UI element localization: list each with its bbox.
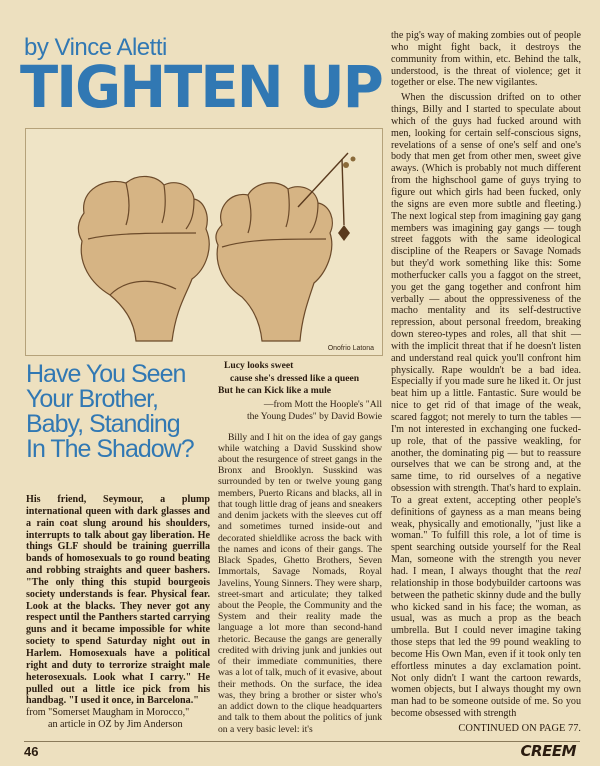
page-number: 46: [24, 744, 39, 759]
fists-illustration: [25, 128, 383, 356]
illustration-credit: Onofrio Latona: [327, 345, 374, 352]
headline-line: Your Brother,: [26, 385, 159, 413]
body-paragraph: Billy and I hit on the idea of gay gangs while watching a David Susskind show about the resurgence of street gangs in the Bronx and Brooklyn. Susskind was surrounded by ten or twelve young gang members, Puerto Ricans and blacks, all in that tough little drag of jeans and sneakers and denim jackets with the sleeves cut off and sometimes turned inside-out and decorated shieldlike across the back with the names and icons of their gangs. The Black Spades, Ghetto Brothers, Seven Immortals, Savage Nomads, Royal Javelins, Young Sinners. They were sharp, street-smart and articulate; they talked about the People, the Community and the System and their reality made the language a lot more than second-hand rhetoric. Because the gangs are generally credited with driving junk and junkies out of their immediate communities, there was a lot of talk, much of it evasive, about their methods. On the surface, the idea was, they bring a brother or sister who's an addict down to the clique headquarters and talk to them about the politics of junk on a very basic level: it's: [218, 431, 382, 735]
lyric-quote: [218, 360, 382, 424]
paragraph-text: relationship in those bodybuilder cartoons was between the pathetic skinny dude and the bully who kicked sand in his face; the woman, as usual, was as much a prop as the beach umbrella. But I could never imagine taking those steps that led the 99 pound weakling to become His Own Man, even if it took only ten effortless minutes a day exclamation point. Not only didn't I want the cartoon rewards, women objects, but I always thought my own man had to be someone outside of me. So you become obsessed with strength: [391, 577, 581, 720]
lyric-line: cause she's dressed like a queen: [230, 372, 360, 384]
lyric-line: Lucy looks sweet: [224, 360, 294, 371]
article-headline: [26, 362, 216, 462]
fists-drawing: [26, 129, 382, 355]
column-2: [218, 360, 382, 735]
column-3: [391, 30, 581, 735]
magazine-logo: CREEM: [520, 742, 576, 760]
attribution-line: —from Mott the Hoople's "All: [263, 398, 382, 410]
continued-note: CONTINUED ON PAGE 77.: [458, 722, 581, 734]
source-line: from "Somerset Maugham in Morocco,": [26, 707, 190, 719]
page-title: TIGHTEN UP: [20, 53, 382, 121]
lyric-attribution: [218, 399, 382, 424]
epigraph-source: [26, 707, 210, 731]
lyric-line: But he can Kick like a mule: [218, 385, 331, 396]
emphasis-word: real: [565, 565, 581, 577]
headline-line: Have You Seen: [26, 360, 186, 388]
column-1: [26, 494, 210, 731]
paragraph-text: When the discussion drifted on to other things, Billy and I started to speculate about which of the guys had fucked around with men, looking for certain self-conscious signs, revelations of a sense of one's self and one's body that men get from other men, sweet give aways. (Which is probably not much different from the highschool game of guys trying to figure out which girls had been fucked, only the signs are even more subtle and fleeting.) The next logical step from imagining gay gang members was imagining gay gangs — tough street faggots with the same ideological discipline of the Reapers or Savage Nomads but they'd work something like this: Some motherfucker calls you a faggot on the street, you get the gang together and confront him verbally — about the oppressiveness of the macho mentality and its self-destructive repression, about personal freedom, breaking down stereo-types and roles, all that shit — with the implicit threat that if he doesn't listen and understand real quick you'll confront him physically. Rape wouldn't be a bad idea. Especially if you made sure he liked it. Or just beat him up a little. Fantastic. Sure would be nice to get rid of that image of the weak, scared faggot; not merely to turn the tables — I'm not interested in exchanging one fucked-up role, that of the passive weakling, for another, the dominating pig — but to reassure ourselves that we can be strong and, at the same time, to rid ourselves of a negative obsession with strength. That's hard to explain. To a great extent, accepting other people's definitions of gayness as a man means being weak, physically and emotionally, "just like a woman." To fulfill this role, a lot of time is spent searching outside yourself for the Real Man, someone with the strength you never had. I mean, I always thought that the: [391, 92, 581, 577]
headline-line: In The Shadow?: [26, 435, 194, 463]
headline-line: Baby, Standing: [26, 410, 180, 438]
footer-rule: [24, 741, 580, 742]
body-paragraph: the pig's way of making zombies out of people who might fight back, it destroys the community from within, etc. Behind the talk, understood, is the threat of violence; get it together or else. The new vigilantes.: [391, 30, 581, 89]
attribution-line: the Young Dudes" by David Bowie: [246, 411, 382, 422]
body-paragraph: [391, 92, 581, 720]
byline: by Vince Aletti: [24, 34, 167, 61]
source-line: an article in OZ by Jim Anderson: [48, 719, 183, 731]
epigraph-paragraph: His friend, Seymour, a plump international queen with dark glasses and a rain coat slung around his shoulders, interrupts to talk about gay liberation. He things GLF should be training guerrilla bands of homosexuals to go round beating and robbing straights and queer bashers. "The only thing this stupid bourgeois society understands is fear. Physical fear. Look at the blacks. They never got any respect until the Panthers started carrying guns and it became impossible for white society to spend Saturday night out in Harlem. Homosexuals have a political right and duty to terrorize straight male heterosexuals. Look what I carry." He pulled out a little ice pick from his handbag. "I used it once, in Barcelona.": [26, 494, 210, 707]
